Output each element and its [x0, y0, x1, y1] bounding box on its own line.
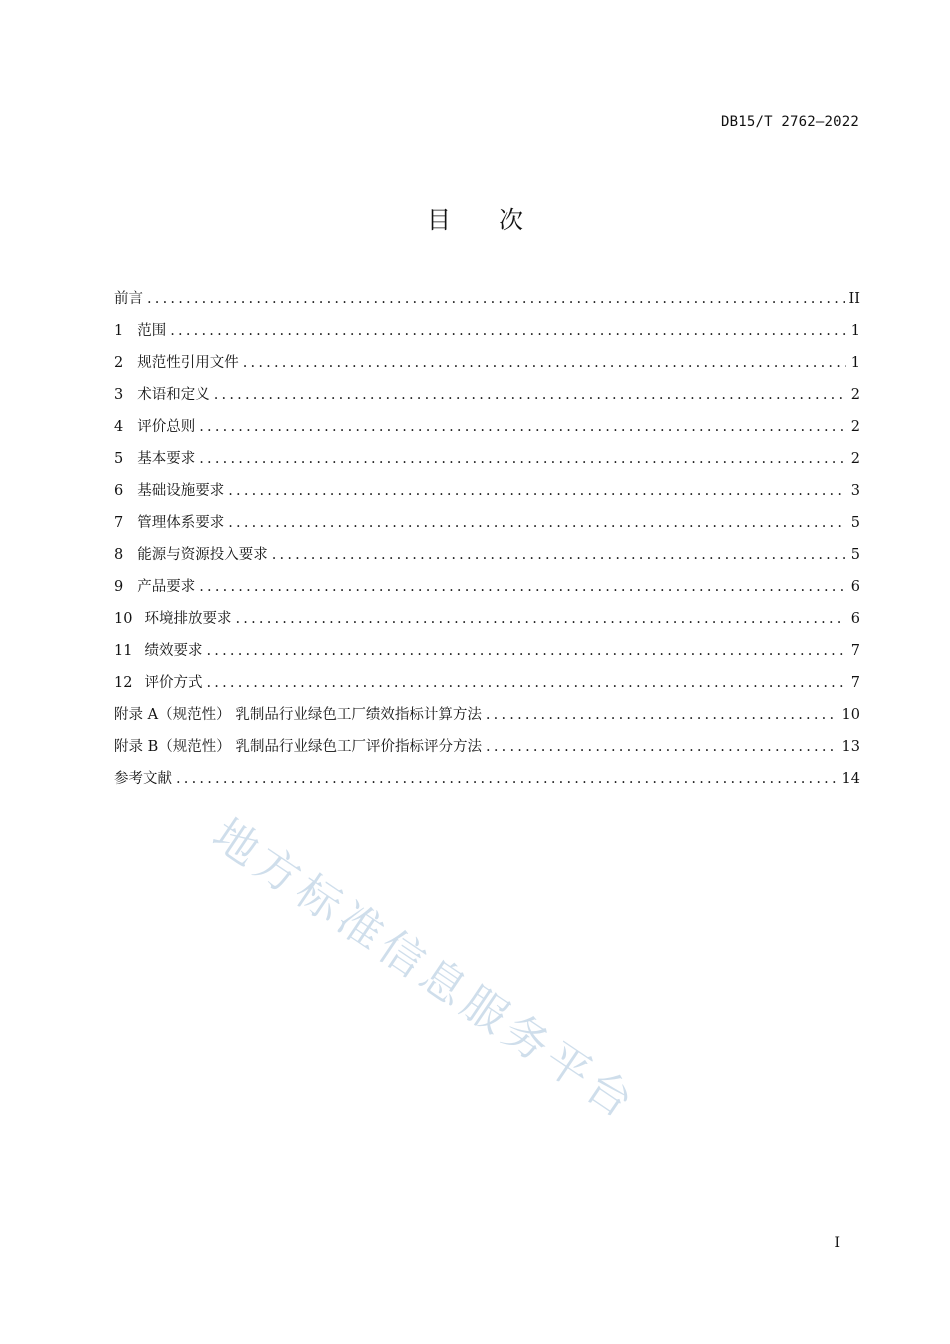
toc-entry-page: 3 — [850, 483, 860, 499]
toc-title — [0, 200, 950, 235]
toc-entry-bibliography[interactable] — [114, 766, 860, 798]
toc-leader-dots — [199, 446, 846, 472]
toc-entry-11[interactable] — [114, 638, 860, 670]
watermark: 地方标准信息服务平台 — [203, 809, 647, 1131]
toc-entry-3[interactable] — [114, 382, 860, 414]
toc-leader-dots — [243, 350, 846, 376]
toc-entry-page: 6 — [850, 579, 860, 595]
toc-entry-number: 9 — [114, 579, 124, 595]
toc-entry-number: 6 — [114, 483, 124, 499]
toc-entry-label: 评价方式 — [144, 675, 203, 691]
toc-entry-4[interactable] — [114, 414, 860, 446]
toc-entry-page: II — [848, 291, 860, 307]
toc-entry-label: 评价总则 — [137, 419, 196, 435]
page-number: I — [834, 1235, 840, 1251]
toc-entry-number: 8 — [114, 547, 124, 563]
toc-entry-number: 10 — [114, 611, 133, 627]
toc-entry-page: 10 — [841, 707, 860, 723]
table-of-contents — [114, 286, 860, 798]
toc-leader-dots — [199, 574, 846, 600]
toc-entry-number: 7 — [114, 515, 124, 531]
toc-entry-page: 7 — [850, 675, 860, 691]
toc-leader-dots — [206, 638, 846, 664]
toc-leader-dots — [170, 318, 846, 344]
standard-code: DB15/T 2762—2022 — [720, 114, 859, 130]
toc-entry-number: 11 — [114, 643, 133, 659]
toc-leader-dots — [272, 542, 846, 568]
toc-entry-label: 范围 — [137, 323, 167, 339]
toc-entry-6[interactable] — [114, 478, 860, 510]
toc-entry-10[interactable] — [114, 606, 860, 638]
toc-entry-label: 管理体系要求 — [137, 515, 225, 531]
toc-entry-1[interactable] — [114, 318, 860, 350]
toc-entry-label: 规范性引用文件 — [137, 355, 239, 371]
toc-entry-label: 能源与资源投入要求 — [137, 547, 268, 563]
toc-entry-page: 1 — [850, 323, 860, 339]
toc-entry-number: 2 — [114, 355, 124, 371]
toc-entry-page: 6 — [850, 611, 860, 627]
toc-entry-page: 2 — [850, 451, 860, 467]
toc-entry-annex-b[interactable] — [114, 734, 860, 766]
toc-entry-page: 7 — [850, 643, 860, 659]
toc-entry-8[interactable] — [114, 542, 860, 574]
toc-entry-label: 绩效要求 — [144, 643, 203, 659]
toc-entry-12[interactable] — [114, 670, 860, 702]
toc-entry-2[interactable] — [114, 350, 860, 382]
toc-leader-dots — [206, 670, 846, 696]
toc-entry-annex-a[interactable] — [114, 702, 860, 734]
toc-entry-label: 基础设施要求 — [137, 483, 225, 499]
toc-entry-number: 1 — [114, 323, 124, 339]
toc-entry-label: 基本要求 — [137, 451, 196, 467]
toc-title-char-2: 次 — [499, 206, 523, 234]
toc-entry-9[interactable] — [114, 574, 860, 606]
toc-entry-number: 3 — [114, 387, 124, 403]
toc-leader-dots — [235, 606, 846, 632]
toc-entry-number: 4 — [114, 419, 124, 435]
toc-entry-page: 1 — [850, 355, 860, 371]
toc-leader-dots — [214, 382, 846, 408]
toc-entry-page: 2 — [850, 419, 860, 435]
toc-entry-label: 附录 B（规范性） — [114, 739, 231, 755]
toc-entry-number: 12 — [114, 675, 133, 691]
toc-title-char-1: 目 — [427, 206, 451, 234]
toc-entry-label: 产品要求 — [137, 579, 196, 595]
toc-leader-dots — [228, 510, 846, 536]
toc-entry-label: 参考文献 — [114, 771, 172, 787]
toc-leader-dots — [486, 702, 838, 728]
toc-entry-foreword[interactable] — [114, 286, 860, 318]
toc-leader-dots — [147, 286, 845, 312]
toc-leader-dots — [486, 734, 838, 760]
toc-entry-label: 前言 — [114, 291, 143, 307]
toc-entry-page: 13 — [841, 739, 860, 755]
toc-entry-number: 5 — [114, 451, 124, 467]
toc-entry-sublabel: 乳制品行业绿色工厂评价指标评分方法 — [235, 739, 483, 755]
toc-entry-5[interactable] — [114, 446, 860, 478]
toc-entry-page: 2 — [850, 387, 860, 403]
toc-entry-page: 14 — [841, 771, 860, 787]
toc-entry-7[interactable] — [114, 510, 860, 542]
toc-entry-label: 环境排放要求 — [144, 611, 232, 627]
toc-entry-label: 附录 A（规范性） — [114, 707, 231, 723]
toc-entry-page: 5 — [850, 515, 860, 531]
toc-entry-page: 5 — [850, 547, 860, 563]
toc-entry-label: 术语和定义 — [137, 387, 210, 403]
toc-leader-dots — [176, 766, 838, 792]
toc-leader-dots — [228, 478, 846, 504]
toc-leader-dots — [199, 414, 846, 440]
toc-entry-sublabel: 乳制品行业绿色工厂绩效指标计算方法 — [235, 707, 482, 723]
